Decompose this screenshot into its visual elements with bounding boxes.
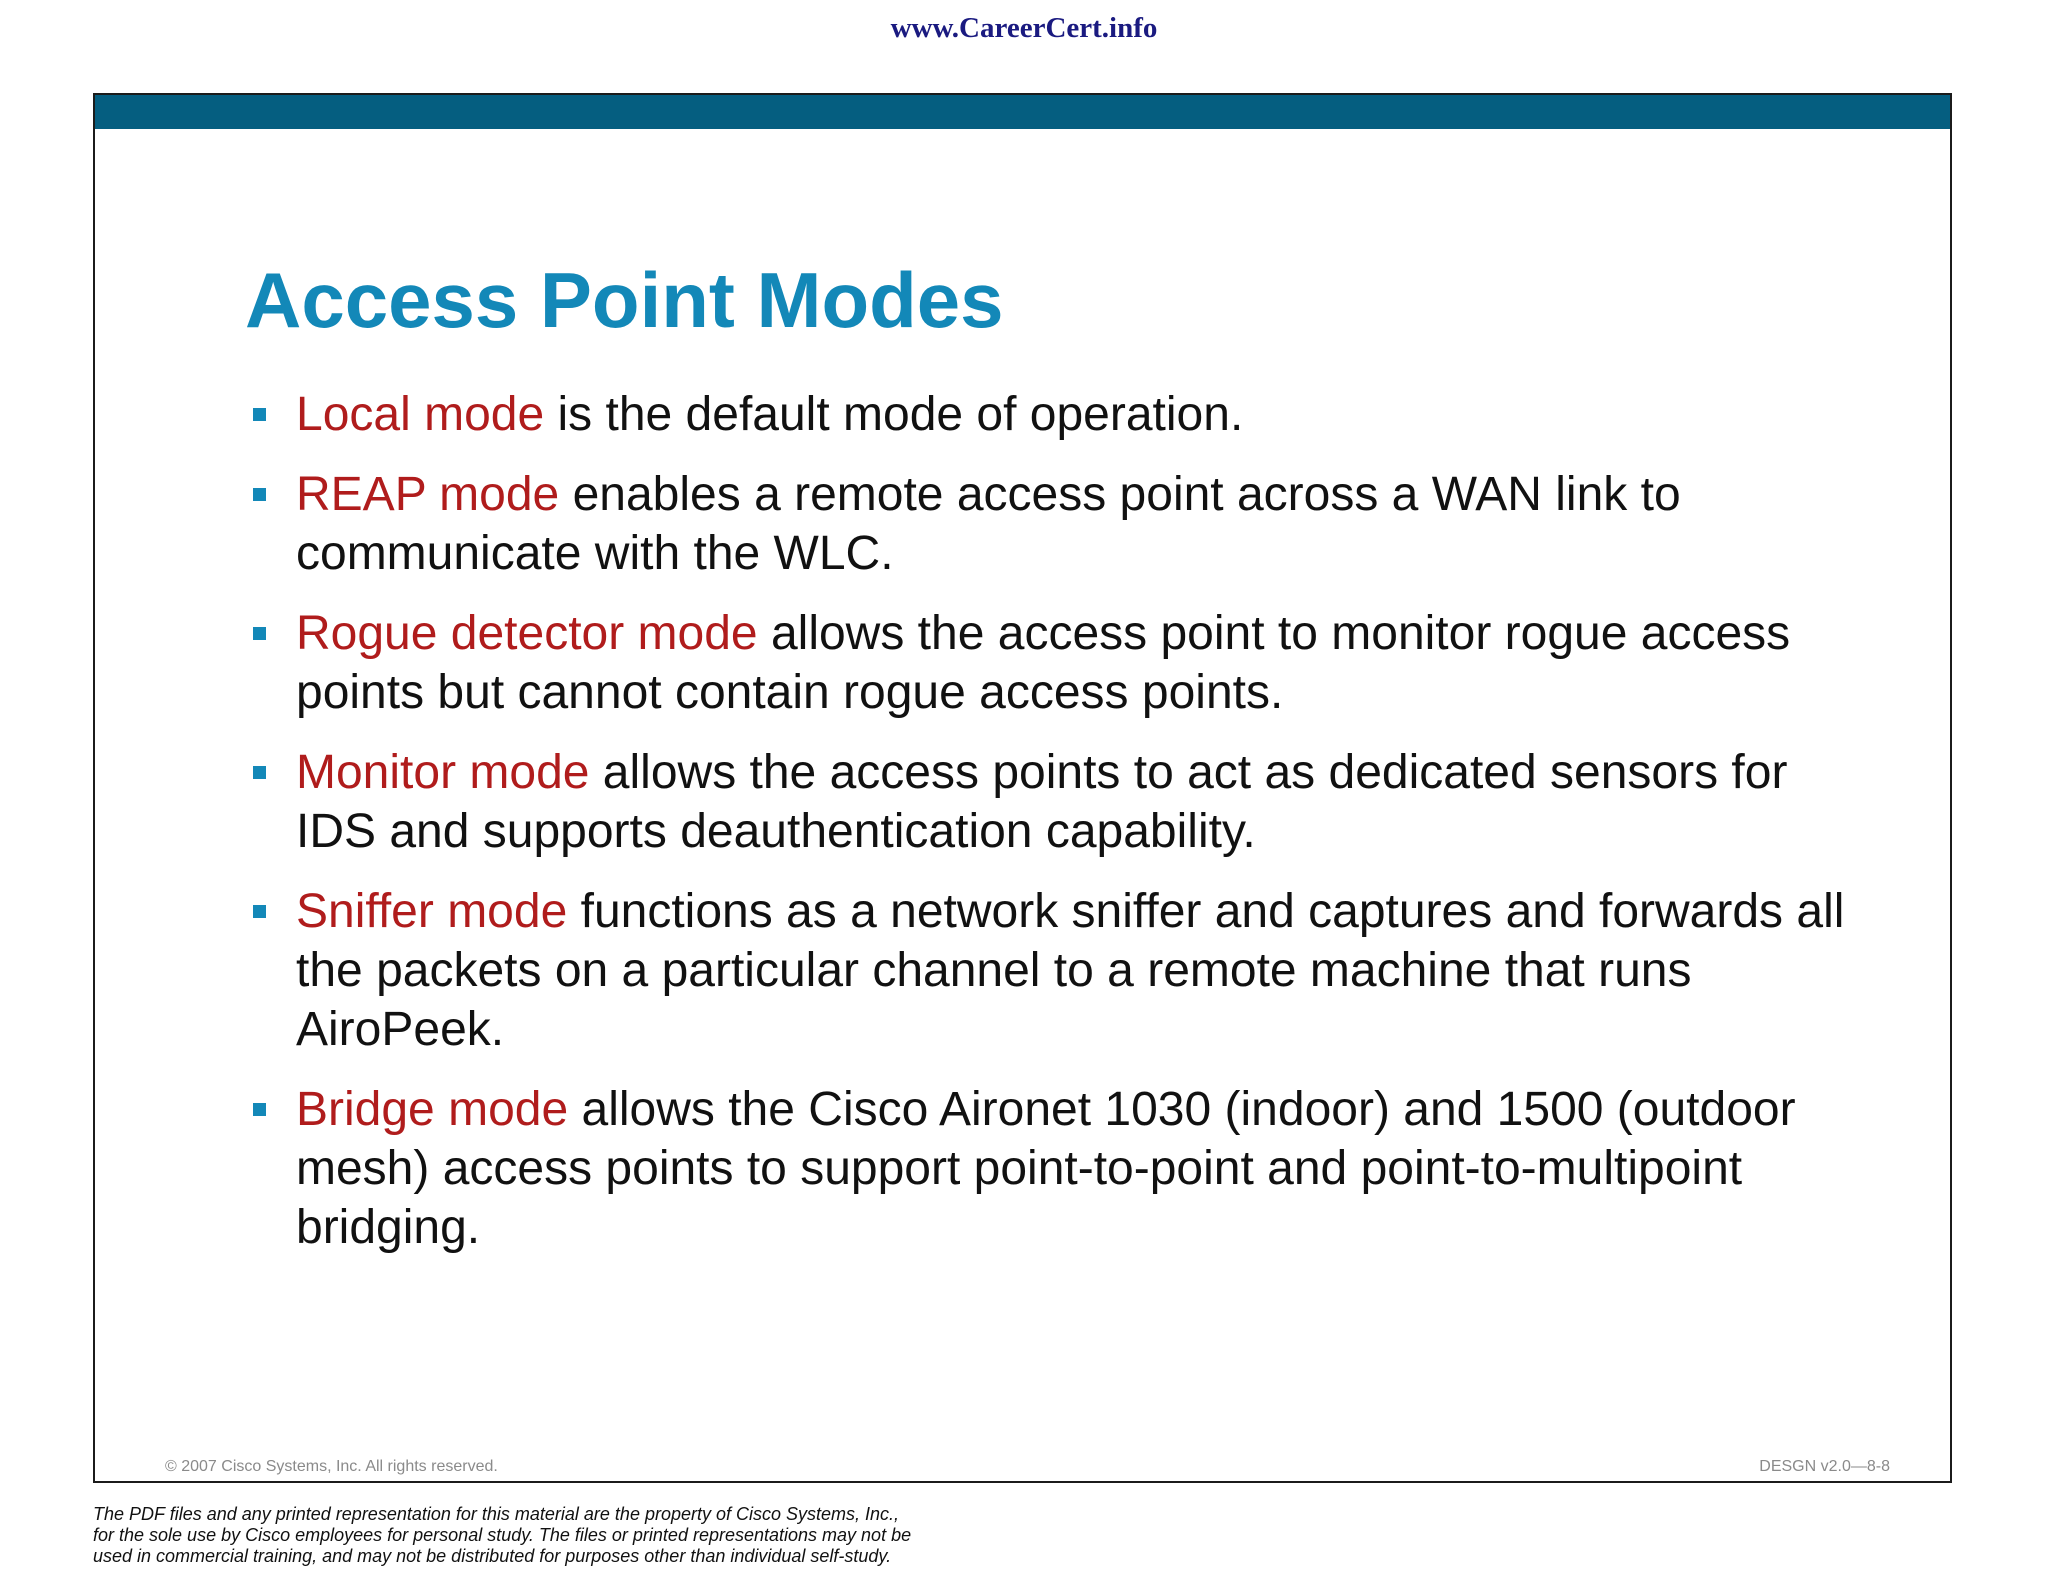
bullet-term: Local mode — [296, 388, 545, 441]
bullet-item-reap-mode — [253, 465, 1873, 583]
bullet-item-rogue-detector-mode — [253, 604, 1873, 722]
bullet-item-bridge-mode — [253, 1080, 1873, 1257]
bullet-text: enables a remote access point across a WAN link to communicate with the WLC. — [296, 468, 1681, 580]
bullet-item-local-mode — [253, 385, 1873, 444]
bullet-term: Rogue detector mode — [296, 607, 758, 660]
slide — [93, 93, 1952, 1483]
bullet-item-sniffer-mode — [253, 882, 1873, 1059]
bullet-text: allows the access point to monitor rogue access points but cannot contain rogue access points. — [296, 607, 1791, 719]
square-bullet-icon — [253, 627, 266, 640]
site-url[interactable]: www.CareerCert.info — [890, 12, 1158, 44]
square-bullet-icon — [253, 905, 266, 918]
bullet-text: allows the Cisco Aironet 1030 (indoor) and 1500 (outdoor mesh) access points to support point-to-point and point-to-multipoint bridging. — [296, 1083, 1796, 1254]
bullet-term: Monitor mode — [296, 746, 590, 799]
square-bullet-icon — [253, 766, 266, 779]
footer-course-code: DESGN v2.0—8-8 — [1759, 1458, 1890, 1475]
bullet-text: is the default mode of operation. — [544, 388, 1244, 441]
disclaimer-line: The PDF files and any printed representation for this material are the property of Cisco Systems, Inc., — [93, 1504, 900, 1524]
bullet-text: allows the access points to act as dedicated sensors for IDS and supports deauthentication capability. — [296, 746, 1788, 858]
slide-header-bar — [95, 95, 1950, 129]
bullet-term: Sniffer mode — [296, 885, 568, 938]
bullet-list — [253, 385, 1873, 1278]
bullet-term: REAP mode — [296, 468, 560, 521]
square-bullet-icon — [253, 408, 266, 421]
disclaimer — [93, 1504, 1193, 1567]
bullet-text: functions as a network sniffer and captures and forwards all the packets on a particular channel to a remote machine that runs AiroPeek. — [296, 885, 1845, 1056]
square-bullet-icon — [253, 488, 266, 501]
slide-title: Access Point Modes — [245, 256, 1004, 344]
square-bullet-icon — [253, 1103, 266, 1116]
bullet-term: Bridge mode — [296, 1083, 569, 1136]
footer-copyright: © 2007 Cisco Systems, Inc. All rights reserved. — [165, 1458, 498, 1475]
bullet-item-monitor-mode — [253, 743, 1873, 861]
disclaimer-line: used in commercial training, and may not be distributed for purposes other than individual self-study. — [93, 1546, 892, 1566]
disclaimer-line: for the sole use by Cisco employees for personal study. The files or printed representations may not be — [93, 1525, 912, 1545]
